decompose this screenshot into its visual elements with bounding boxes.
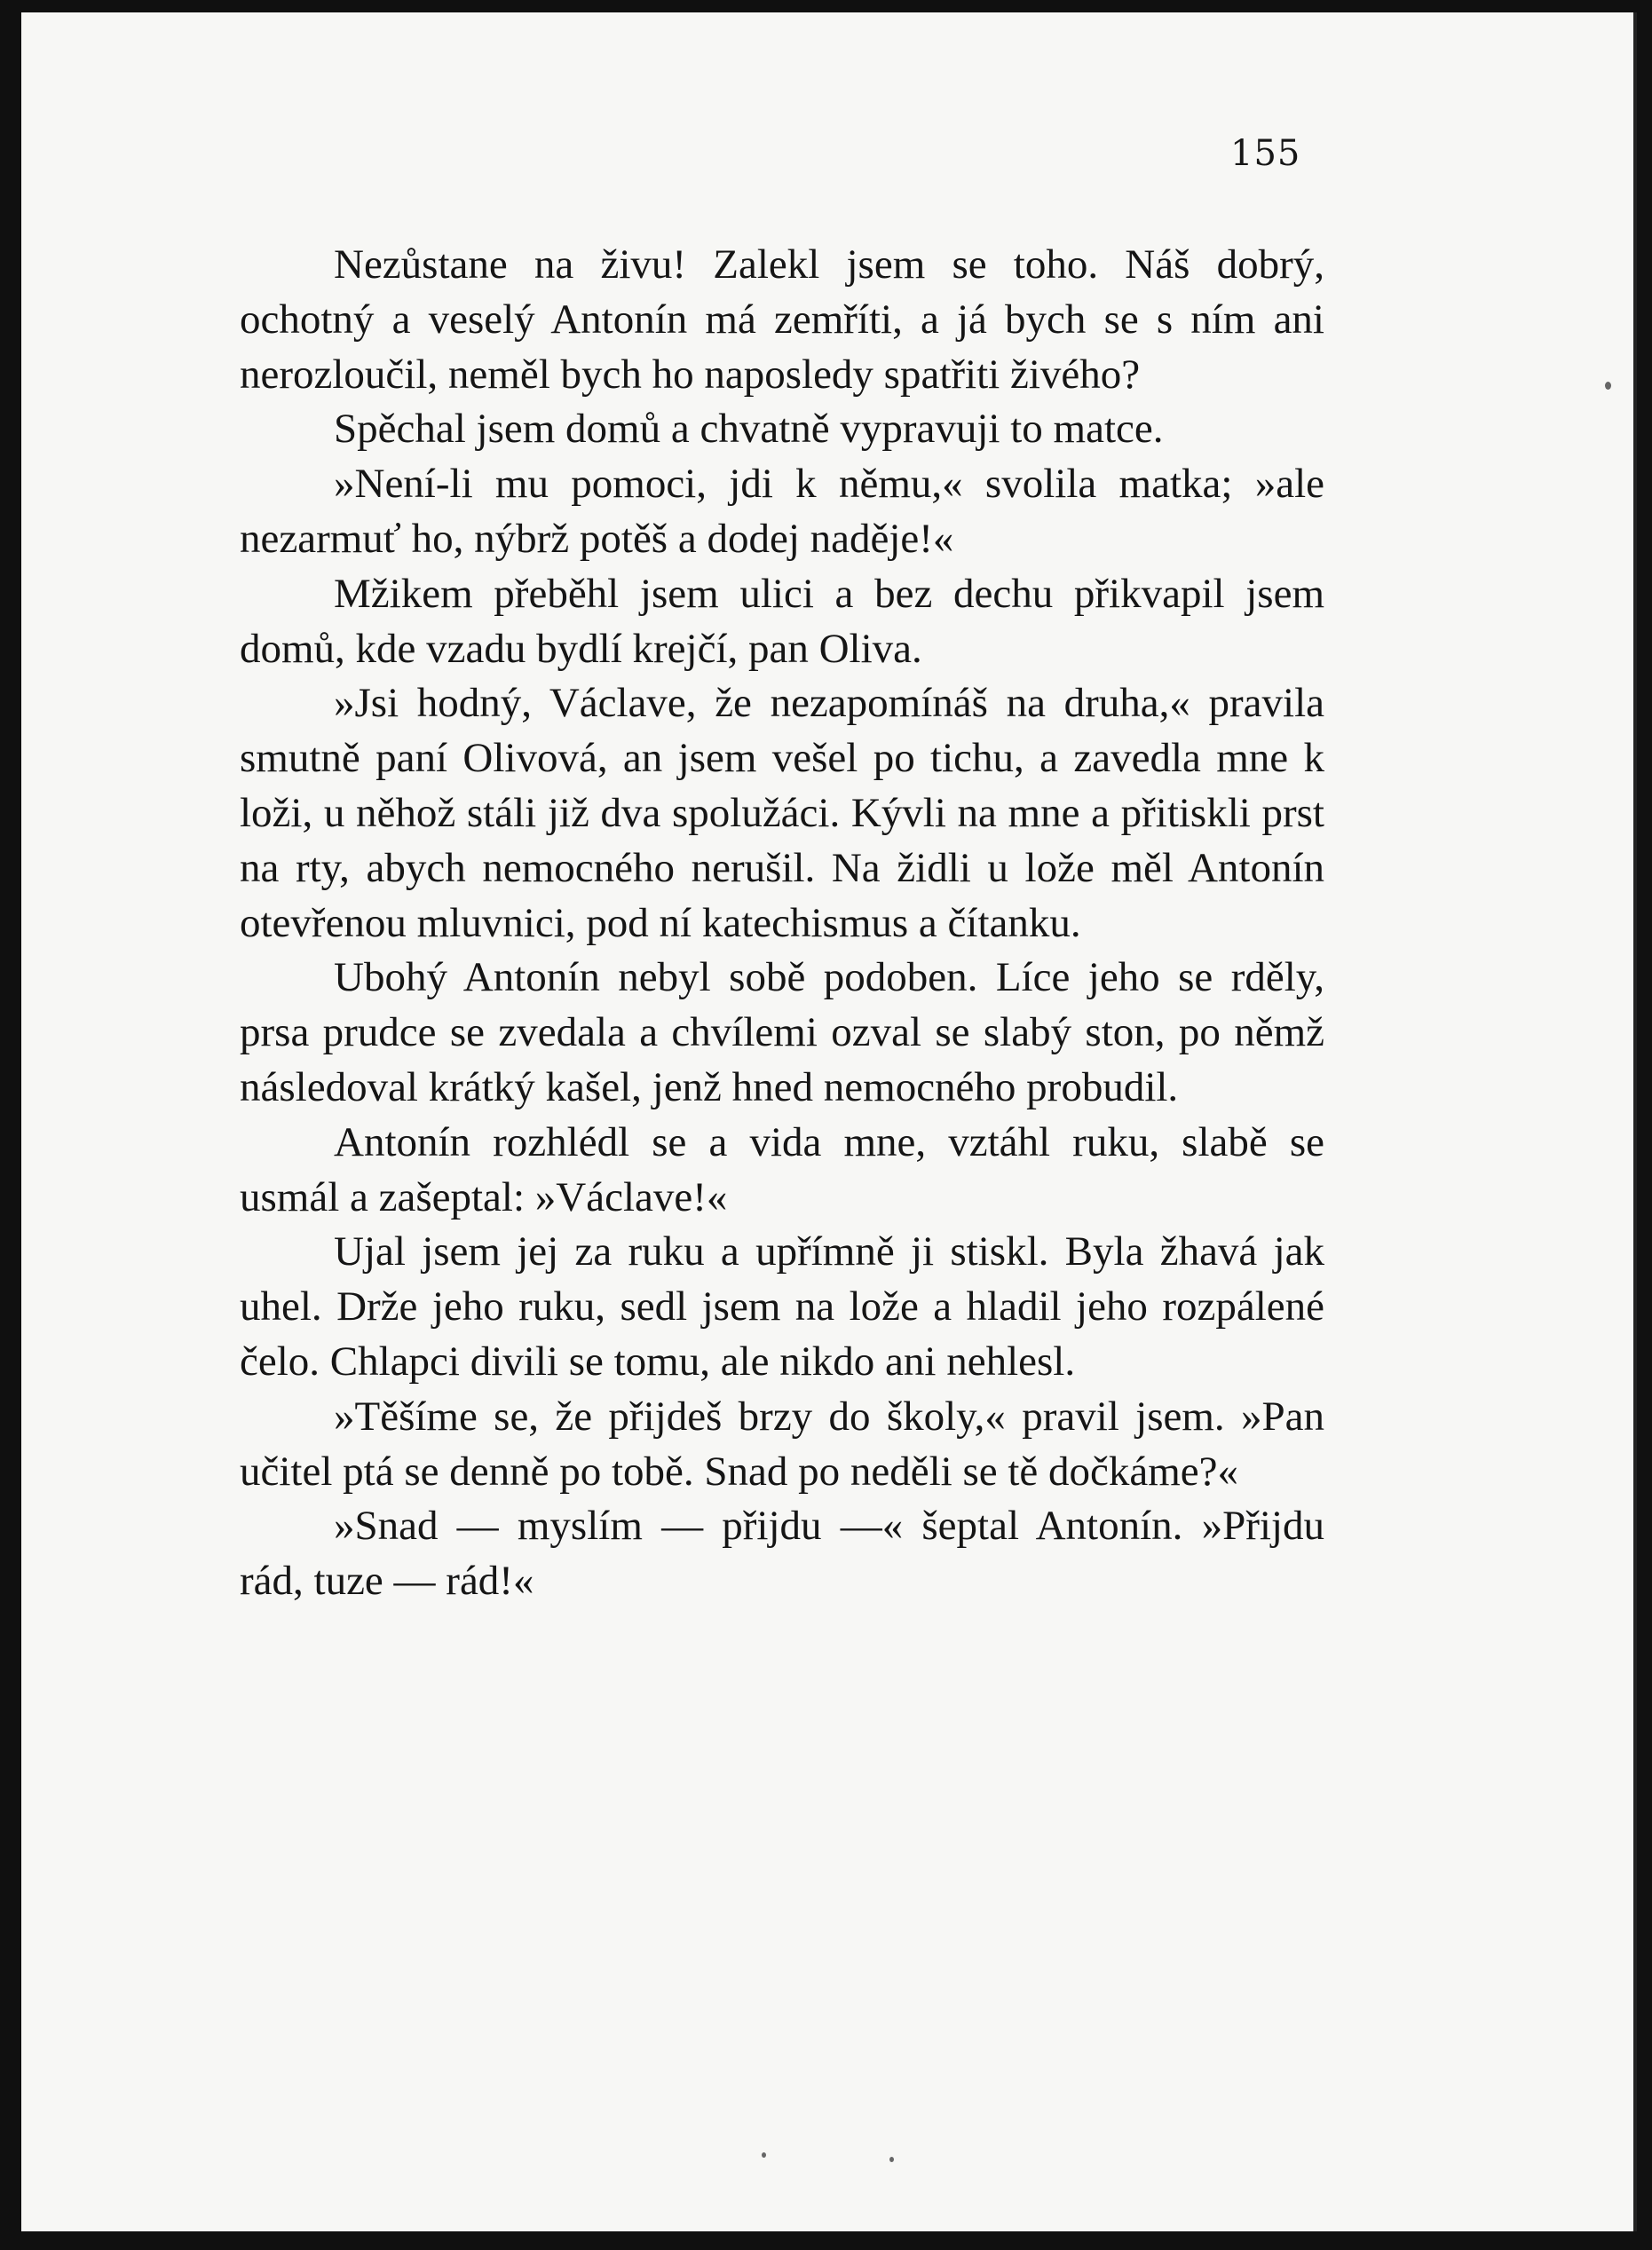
page-binding-edge [1640, 0, 1652, 2250]
paragraph: Mžikem přeběhl jsem ulici a bez dechu přikvapil jsem domů, kde vzadu bydlí krejčí, pan Oliva. [240, 570, 1324, 672]
paragraph: »Není-li mu pomoci, jdi k němu,« svolila matka; »ale nezarmuť ho, nýbrž potěš a dodej naděje!« [240, 461, 1324, 562]
paragraph: »Těšíme se, že přijdeš brzy do školy,« pravil jsem. »Pan učitel ptá se denně po tobě. Snad po neděli se tě dočkáme?« [240, 1393, 1324, 1495]
paragraph: Nezůstane na živu! Zalekl jsem se toho. Náš dobrý, ochotný a veselý Antonín má zemříti, a já bych se s ním ani nerozloučil, neměl bych ho naposledy spatřiti živého? [240, 241, 1324, 398]
scan-speck [762, 2152, 766, 2158]
paragraph: Antonín rozhlédl se a vida mne, vztáhl ruku, slabě se usmál a zašeptal: »Václave!« [240, 1118, 1324, 1220]
page-number: 155 [1230, 133, 1301, 174]
paragraph: »Snad — myslím — přijdu —« šeptal Antonín. »Přijdu rád, tuze — rád!« [240, 1503, 1324, 1605]
paragraph: Spěchal jsem domů a chvatně vypravuji to matce. [334, 406, 1164, 453]
paragraph: Ujal jsem jej za ruku a upřímně ji stiskl. Byla žhavá jak uhel. Drže jeho ruku, sedl jsem na lože a hladil jeho rozpálené čelo. Chlapci divili se tomu, ale nikdo ani nehlesl. [240, 1228, 1324, 1385]
paragraph: »Jsi hodný, Václave, že nezapomínáš na druha,« pravila smutně paní Olivová, an jsem vešel po tichu, a zavedla mne k loži, u něhož stáli již dva spolužáci. Kývli na mne a přitiskli prst na rty, abych nemocného nerušil. Na židli u lože měl Antonín otevřenou mluvnici, pod ní katechismus a čítanku. [240, 680, 1324, 946]
scan-speck [1605, 382, 1611, 390]
paragraph: Ubohý Antonín nebyl sobě podoben. Líce jeho se rděly, prsa prudce se zvedala a chvílemi ozval se slabý ston, po němž následoval krátký kašel, jenž hned nemocného probudil. [240, 954, 1324, 1110]
scan-speck [889, 2157, 894, 2162]
body-text [240, 238, 1324, 1609]
